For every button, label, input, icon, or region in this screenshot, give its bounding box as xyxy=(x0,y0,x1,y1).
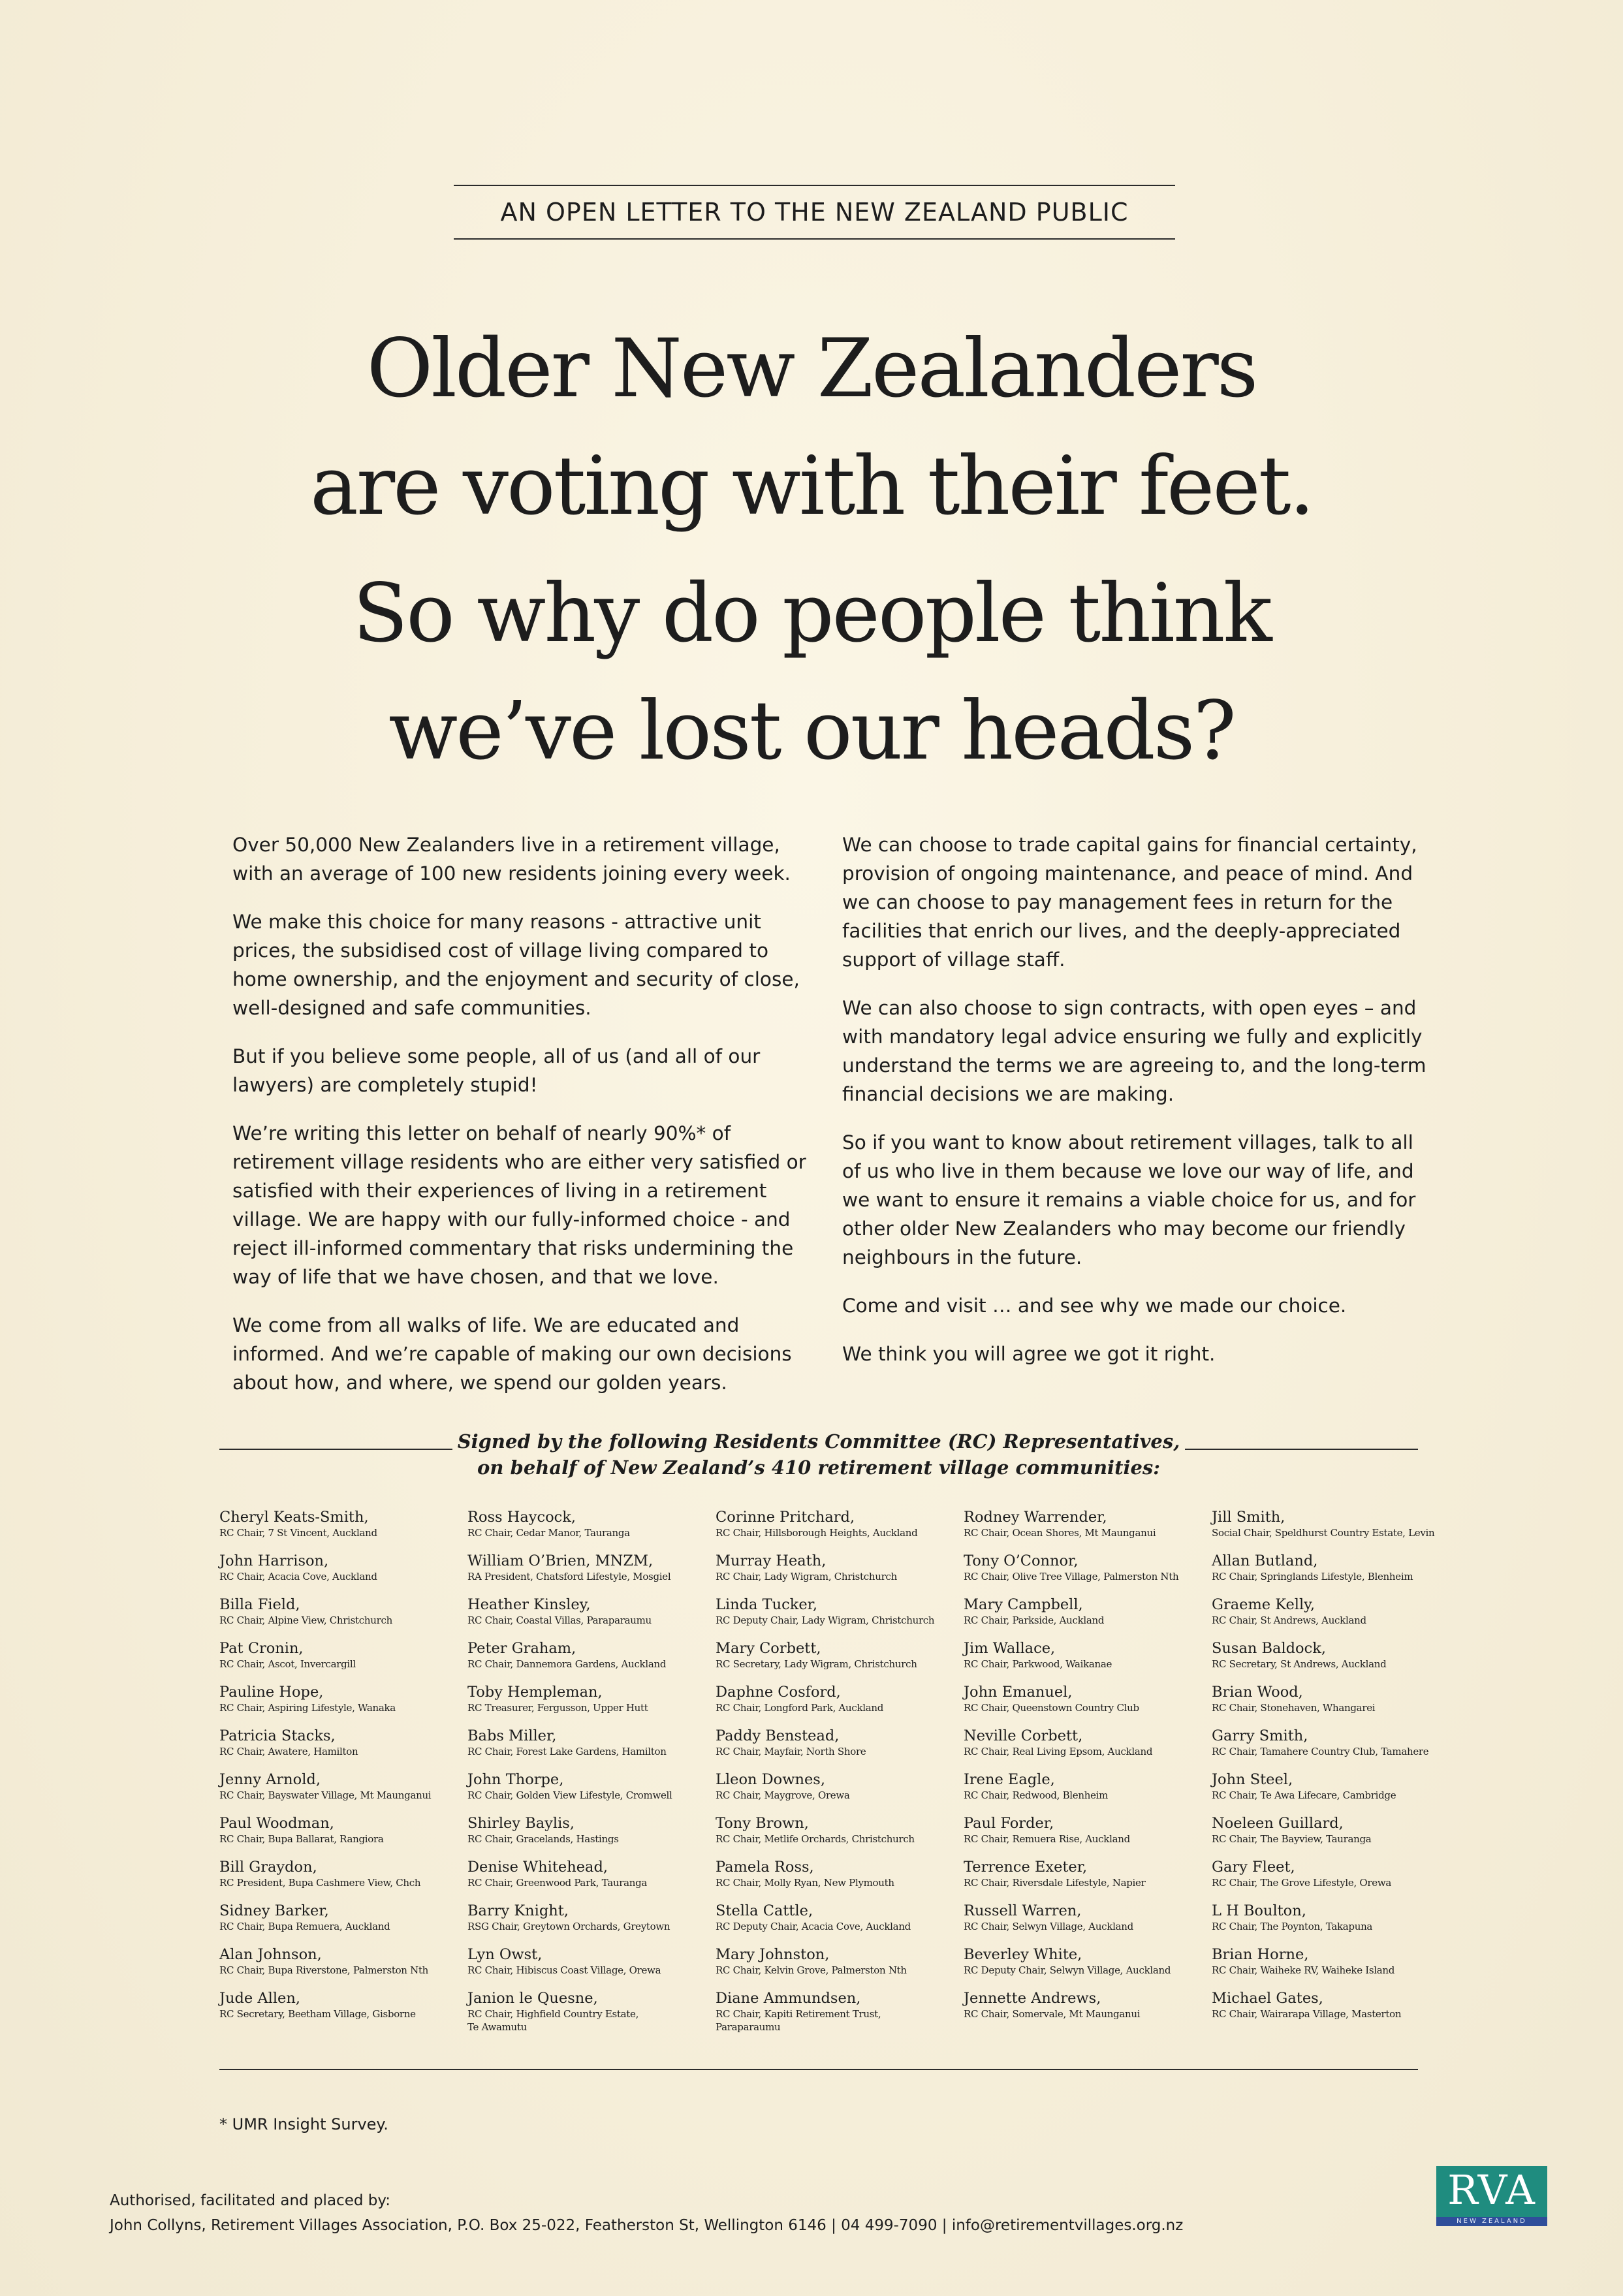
signatory xyxy=(467,1683,716,1727)
signatory xyxy=(219,1989,467,2033)
body-paragraph: We can choose to trade capital gains for financial certainty, provision of ongoing maintenance, and peace of mind. And we can choose to pay management fees in return for the facilities that enrich our lives, and the deeply-appreciated support of village staff. xyxy=(842,834,1417,971)
signatory-role: RC Chair, Metlife Orchards, Christchurch xyxy=(716,1833,915,1845)
signatory-name: John Harrison, xyxy=(219,1552,329,1569)
signatory xyxy=(219,1945,467,1989)
signatory-name: Cheryl Keats-Smith, xyxy=(219,1509,369,1526)
signatory xyxy=(467,1814,716,1858)
signatory xyxy=(219,1727,467,1770)
signatory xyxy=(1212,1727,1460,1770)
signatory xyxy=(1212,1945,1460,1989)
signatory xyxy=(964,1727,1212,1770)
signatory-role: RC Chair, Waiheke RV, Waiheke Island xyxy=(1212,1964,1395,1976)
signatory-role: RC Chair, 7 St Vincent, Auckland xyxy=(219,1527,377,1539)
signed-line-1: Signed by the following Residents Committee (RC) Representatives, xyxy=(457,1430,1180,1453)
signatory-name: Linda Tucker, xyxy=(716,1596,818,1613)
signatory-role: RC Chair, Ascot, Invercargill xyxy=(219,1658,356,1670)
signatory-name: Terrence Exeter, xyxy=(964,1859,1088,1876)
signatory xyxy=(467,1552,716,1596)
signatory-role: RC Chair, Springlands Lifestyle, Blenheim xyxy=(1212,1571,1413,1582)
signatory-role: RC Chair, Hillsborough Heights, Auckland xyxy=(716,1527,918,1539)
signatory xyxy=(1212,1770,1460,1814)
signed-left-rule xyxy=(219,1449,452,1450)
signatory-role: RC Chair, Wairarapa Village, Masterton xyxy=(1212,2008,1402,2020)
signatory-role-cont: Te Awamutu xyxy=(467,2021,527,2033)
authorised-line-2: John Collyns, Retirement Villages Association, P.O. Box 25-022, Featherston St, Wellington 6146 | 04 499-7090 | info@retirementvillages.org.nz xyxy=(110,2217,1184,2234)
signatory xyxy=(716,1989,964,2033)
signatory-name: Stella Cattle, xyxy=(716,1902,813,1919)
signatory-role: RC Chair, Remuera Rise, Auckland xyxy=(964,1833,1130,1845)
signatory xyxy=(1212,1552,1460,1596)
signatory-role: RC Treasurer, Fergusson, Upper Hutt xyxy=(467,1702,648,1714)
signatory xyxy=(219,1814,467,1858)
signatory-name: Pamela Ross, xyxy=(716,1859,814,1876)
signatory xyxy=(467,1902,716,1945)
signatory-name: Russell Warren, xyxy=(964,1902,1082,1919)
signatory xyxy=(219,1508,467,1552)
signed-line-2: on behalf of New Zealand’s 410 retirement village communities: xyxy=(477,1456,1160,1479)
signatory-role: RC Chair, Awatere, Hamilton xyxy=(219,1746,358,1757)
signatory xyxy=(1212,1989,1460,2033)
signatory-name: Patricia Stacks, xyxy=(219,1727,336,1744)
signatory-name: Ross Haycock, xyxy=(467,1509,576,1526)
signatory xyxy=(716,1683,964,1727)
signatory xyxy=(716,1945,964,1989)
signatory xyxy=(219,1552,467,1596)
signatory-name: Tony Brown, xyxy=(716,1815,809,1832)
open-letter-kicker: AN OPEN LETTER TO THE NEW ZEALAND PUBLIC xyxy=(454,185,1175,240)
signatory-name: Shirley Baylis, xyxy=(467,1815,575,1832)
signatory xyxy=(1212,1858,1460,1902)
authorised-by xyxy=(110,2188,1183,2238)
signatory-name: Alan Johnson, xyxy=(219,1946,322,1963)
signatory-role: RC Deputy Chair, Selwyn Village, Auckland xyxy=(964,1964,1171,1976)
signatory-role: RC Chair, The Bayview, Tauranga xyxy=(1212,1833,1372,1845)
signatory-name: Babs Miller, xyxy=(467,1727,557,1744)
signatory-role: RC Chair, Acacia Cove, Auckland xyxy=(219,1571,377,1582)
body-paragraph: Come and visit … and see why we made our choice. xyxy=(842,1295,1347,1317)
signatory xyxy=(467,1596,716,1639)
body-paragraph: We come from all walks of life. We are educated and informed. And we’re capable of making our own decisions about how, and where, we spend our golden years. xyxy=(232,1314,792,1394)
headline-line-3: So why do people think xyxy=(353,567,1270,661)
signatory-name: Toby Hempleman, xyxy=(467,1684,603,1701)
signatory-name: Jill Smith, xyxy=(1212,1509,1285,1526)
signatory-name: L H Boulton, xyxy=(1212,1902,1306,1919)
signatory-role: RC Chair, Lady Wigram, Christchurch xyxy=(716,1571,897,1582)
signatory-role: RC Chair, Longford Park, Auckland xyxy=(716,1702,884,1714)
signatory xyxy=(964,1770,1212,1814)
signatory-role: RC Chair, Golden View Lifestyle, Cromwell xyxy=(467,1789,672,1801)
signatory-role: RC Chair, Stonehaven, Whangarei xyxy=(1212,1702,1376,1714)
body-left-column xyxy=(232,830,820,1417)
signatory-name: Barry Knight, xyxy=(467,1902,569,1919)
signatory-role: RC Chair, Highfield Country Estate, xyxy=(467,2008,639,2020)
signatory-role: RC Chair, Real Living Epsom, Auckland xyxy=(964,1746,1153,1757)
signatory-role: RC Chair, The Grove Lifestyle, Orewa xyxy=(1212,1877,1392,1889)
signatory xyxy=(219,1902,467,1945)
signatory xyxy=(467,1858,716,1902)
signatory-role: RC Chair, Hibiscus Coast Village, Orewa xyxy=(467,1964,661,1976)
signatory-name: Beverley White, xyxy=(964,1946,1082,1963)
signatory xyxy=(467,1770,716,1814)
signatory-name: Jim Wallace, xyxy=(964,1640,1056,1657)
signatory-role: RC Chair, Aspiring Lifestyle, Wanaka xyxy=(219,1702,396,1714)
signatory-name: Diane Ammundsen, xyxy=(716,1990,861,2007)
signatory xyxy=(716,1727,964,1770)
signatory xyxy=(964,1683,1212,1727)
signatory xyxy=(964,1945,1212,1989)
signatory-role: RC Chair, Bupa Riverstone, Palmerston Nth xyxy=(219,1964,429,1976)
body-paragraph: We think you will agree we got it right. xyxy=(842,1343,1216,1365)
signatory xyxy=(964,1989,1212,2033)
signatory-role: RC Chair, Dannemora Gardens, Auckland xyxy=(467,1658,667,1670)
signatory-name: Mary Johnston, xyxy=(716,1946,830,1963)
rva-logo-mark: RVA xyxy=(1447,2166,1536,2214)
signatory xyxy=(964,1902,1212,1945)
headline-line-4: we’ve lost our heads? xyxy=(388,684,1235,778)
signatory xyxy=(1212,1639,1460,1683)
signatory-name: Corinne Pritchard, xyxy=(716,1509,855,1526)
signatory xyxy=(716,1639,964,1683)
signatory-name: Murray Heath, xyxy=(716,1552,827,1569)
signatory-name: Jenny Arnold, xyxy=(219,1771,321,1788)
signatory-name: Neville Corbett, xyxy=(964,1727,1083,1744)
signatory-role: RC Chair, Parkwood, Waikanae xyxy=(964,1658,1112,1670)
signatory xyxy=(467,1989,716,2033)
signatory-name: Tony O’Connor, xyxy=(964,1552,1079,1569)
body-paragraph: Over 50,000 New Zealanders live in a retirement village, with an average of 100 new residents joining every week. xyxy=(232,834,791,885)
signatory xyxy=(467,1639,716,1683)
signatory xyxy=(219,1683,467,1727)
signatory xyxy=(964,1508,1212,1552)
signatory xyxy=(964,1552,1212,1596)
signatory-role: RC Chair, Gracelands, Hastings xyxy=(467,1833,619,1845)
signatory-role: RC Chair, Somervale, Mt Maunganui xyxy=(964,2008,1141,2020)
signatory-role: RC Chair, Parkside, Auckland xyxy=(964,1614,1105,1626)
signatory-role: RC Chair, Selwyn Village, Auckland xyxy=(964,1921,1133,1932)
signatory-name: Garry Smith, xyxy=(1212,1727,1308,1744)
signatory-role: RC Chair, Maygrove, Orewa xyxy=(716,1789,850,1801)
signatory-role: RC Chair, Riversdale Lifestyle, Napier xyxy=(964,1877,1146,1889)
signatory-name: Peter Graham, xyxy=(467,1640,576,1657)
signatory-role: RC Chair, St Andrews, Auckland xyxy=(1212,1614,1366,1626)
signatory xyxy=(964,1596,1212,1639)
signatory-name: Sidney Barker, xyxy=(219,1902,329,1919)
signatory xyxy=(219,1596,467,1639)
signatory-role: RC Chair, The Poynton, Takapuna xyxy=(1212,1921,1373,1932)
signatory-name: Billa Field, xyxy=(219,1596,300,1613)
signatory-name: John Thorpe, xyxy=(467,1771,564,1788)
signatory xyxy=(1212,1814,1460,1858)
signatory-role: RC Chair, Kapiti Retirement Trust, xyxy=(716,2008,881,2020)
signatory xyxy=(716,1858,964,1902)
footnote: * UMR Insight Survey. xyxy=(219,2115,388,2133)
signatory xyxy=(467,1945,716,1989)
signatory-name: Rodney Warrender, xyxy=(964,1509,1107,1526)
signatory xyxy=(716,1508,964,1552)
bottom-divider xyxy=(219,2069,1418,2070)
signatory-name: Allan Butland, xyxy=(1212,1552,1318,1569)
signatory xyxy=(716,1552,964,1596)
signatory xyxy=(467,1508,716,1552)
headline-part-1 xyxy=(196,310,1427,545)
headline-line-1: Older New Zealanders xyxy=(366,322,1257,416)
signatory xyxy=(219,1770,467,1814)
signatory-name: Brian Horne, xyxy=(1212,1946,1309,1963)
signatory-role: RC Chair, Tamahere Country Club, Tamahere xyxy=(1212,1746,1429,1757)
signatory xyxy=(1212,1596,1460,1639)
signatory-role: RC Chair, Queenstown Country Club xyxy=(964,1702,1139,1714)
signatory-role: RC Chair, Olive Tree Village, Palmerston Nth xyxy=(964,1571,1179,1582)
body-paragraph: We make this choice for many reasons - attractive unit prices, the subsidised cost of village living compared to home ownership, and the enjoyment and security of close, well-designed and safe communities. xyxy=(232,911,800,1019)
body-paragraph: So if you want to know about retirement villages, talk to all of us who live in them because we love our way of life, and we want to ensure it remains a viable choice for us, and for other older New Zealanders who may become our friendly neighbours in the future. xyxy=(842,1131,1416,1268)
signatory xyxy=(467,1727,716,1770)
signatory-role: RSG Chair, Greytown Orchards, Greytown xyxy=(467,1921,670,1932)
signatory-name: Paddy Benstead, xyxy=(716,1727,840,1744)
signatory-role: RC Chair, Bayswater Village, Mt Maunganui xyxy=(219,1789,432,1801)
signatory xyxy=(964,1858,1212,1902)
signatory-name: Michael Gates, xyxy=(1212,1990,1323,2007)
signatory-name: Bill Graydon, xyxy=(219,1859,317,1876)
signatory-role: RC President, Bupa Cashmere View, Chch xyxy=(219,1877,421,1889)
signatory-name: Jennette Andrews, xyxy=(964,1990,1101,2007)
signatory-role: RC Chair, Bupa Ballarat, Rangiora xyxy=(219,1833,384,1845)
signatory-name: Brian Wood, xyxy=(1212,1684,1303,1701)
signatory-role: RC Chair, Ocean Shores, Mt Maunganui xyxy=(964,1527,1156,1539)
signatory-role: RC Chair, Greenwood Park, Tauranga xyxy=(467,1877,648,1889)
signatory-role-cont: Paraparaumu xyxy=(716,2021,781,2033)
signatory-role: RC Chair, Cedar Manor, Tauranga xyxy=(467,1527,630,1539)
signatory-name: Daphne Cosford, xyxy=(716,1684,841,1701)
signatory-name: Graeme Kelly, xyxy=(1212,1596,1316,1613)
authorised-line-1: Authorised, facilitated and placed by: xyxy=(110,2192,391,2209)
signatory-name: Irene Eagle, xyxy=(964,1771,1055,1788)
signatory-role: RC Chair, Te Awa Lifecare, Cambridge xyxy=(1212,1789,1396,1801)
signatory-name: Jude Allen, xyxy=(219,1990,300,2007)
signed-by-heading xyxy=(219,1428,1418,1481)
signatory xyxy=(716,1596,964,1639)
signatory-name: Lleon Downes, xyxy=(716,1771,825,1788)
signatory-name: Noeleen Guillard, xyxy=(1212,1815,1344,1832)
signatory xyxy=(219,1639,467,1683)
signatory-role: Social Chair, Speldhurst Country Estate, Levin xyxy=(1212,1527,1435,1539)
signatory-name: Heather Kinsley, xyxy=(467,1596,591,1613)
body-paragraph: We’re writing this letter on behalf of nearly 90%* of retirement village residents who are either very satisfied or satisfied with their experiences of living in a retirement village. We are happy with our fully-informed choice - and reject ill-informed commentary that risks undermining the way of life that we have chosen, and that we love. xyxy=(232,1122,806,1288)
signatory-role: RC Chair, Alpine View, Christchurch xyxy=(219,1614,392,1626)
rva-logo-subtitle: NEW ZEALAND xyxy=(1457,2218,1527,2225)
signatory-role: RC Secretary, Beetham Village, Gisborne xyxy=(219,2008,416,2020)
signatory-name: Paul Forder, xyxy=(964,1815,1054,1832)
signatory xyxy=(219,1858,467,1902)
signatory-role: RC Deputy Chair, Lady Wigram, Christchurch xyxy=(716,1614,935,1626)
signatory-role: RC Deputy Chair, Acacia Cove, Auckland xyxy=(716,1921,911,1932)
signatory-role: RC Chair, Bupa Remuera, Auckland xyxy=(219,1921,390,1932)
signatory-name: Pauline Hope, xyxy=(219,1684,324,1701)
signatory-name: Lyn Owst, xyxy=(467,1946,543,1963)
signatory xyxy=(716,1770,964,1814)
signatory-name: John Emanuel, xyxy=(964,1684,1073,1701)
signatory-name: Mary Corbett, xyxy=(716,1640,821,1657)
signatory-name: Pat Cronin, xyxy=(219,1640,304,1657)
signatory-role: RC Chair, Coastal Villas, Paraparaumu xyxy=(467,1614,652,1626)
signatory-name: Mary Campbell, xyxy=(964,1596,1083,1613)
signatory xyxy=(1212,1508,1460,1552)
signatory-name: William O’Brien, MNZM, xyxy=(467,1552,654,1569)
signatory-name: Janion le Quesne, xyxy=(467,1990,598,2007)
signatory xyxy=(716,1814,964,1858)
signatory-name: John Steel, xyxy=(1212,1771,1293,1788)
signatory-role: RC Chair, Forest Lake Gardens, Hamilton xyxy=(467,1746,667,1757)
headline-part-2 xyxy=(196,555,1427,790)
body-paragraph: We can also choose to sign contracts, with open eyes – and with mandatory legal advice ensuring we fully and explicitly understand the terms we are agreeing to, and the long-term financial decisions we are making. xyxy=(842,997,1426,1105)
signatory xyxy=(716,1902,964,1945)
signatories-grid xyxy=(219,1508,1460,2033)
body-paragraph: But if you believe some people, all of us (and all of our lawyers) are completely stupid! xyxy=(232,1045,761,1096)
signed-line-1-row xyxy=(219,1428,1418,1455)
signatory xyxy=(1212,1902,1460,1945)
signatory-name: Susan Baldock, xyxy=(1212,1640,1326,1657)
rva-logo xyxy=(1436,2166,1547,2226)
body-right-column xyxy=(842,830,1430,1388)
signed-right-rule xyxy=(1185,1449,1418,1450)
signatory-role: RA President, Chatsford Lifestyle, Mosgiel xyxy=(467,1571,671,1582)
signatory-name: Gary Fleet, xyxy=(1212,1859,1295,1876)
signatory xyxy=(964,1814,1212,1858)
signatory-role: RC Chair, Molly Ryan, New Plymouth xyxy=(716,1877,894,1889)
signatory-role: RC Chair, Redwood, Blenheim xyxy=(964,1789,1109,1801)
headline-line-2: are voting with their feet. xyxy=(309,439,1314,533)
signatory xyxy=(964,1639,1212,1683)
signatory-role: RC Secretary, Lady Wigram, Christchurch xyxy=(716,1658,917,1670)
signatory-role: RC Secretary, St Andrews, Auckland xyxy=(1212,1658,1387,1670)
signatory-name: Paul Woodman, xyxy=(219,1815,334,1832)
signatory xyxy=(1212,1683,1460,1727)
signatory-role: RC Chair, Mayfair, North Shore xyxy=(716,1746,866,1757)
signatory-role: RC Chair, Kelvin Grove, Palmerston Nth xyxy=(716,1964,907,1976)
signatory-name: Denise Whitehead, xyxy=(467,1859,608,1876)
